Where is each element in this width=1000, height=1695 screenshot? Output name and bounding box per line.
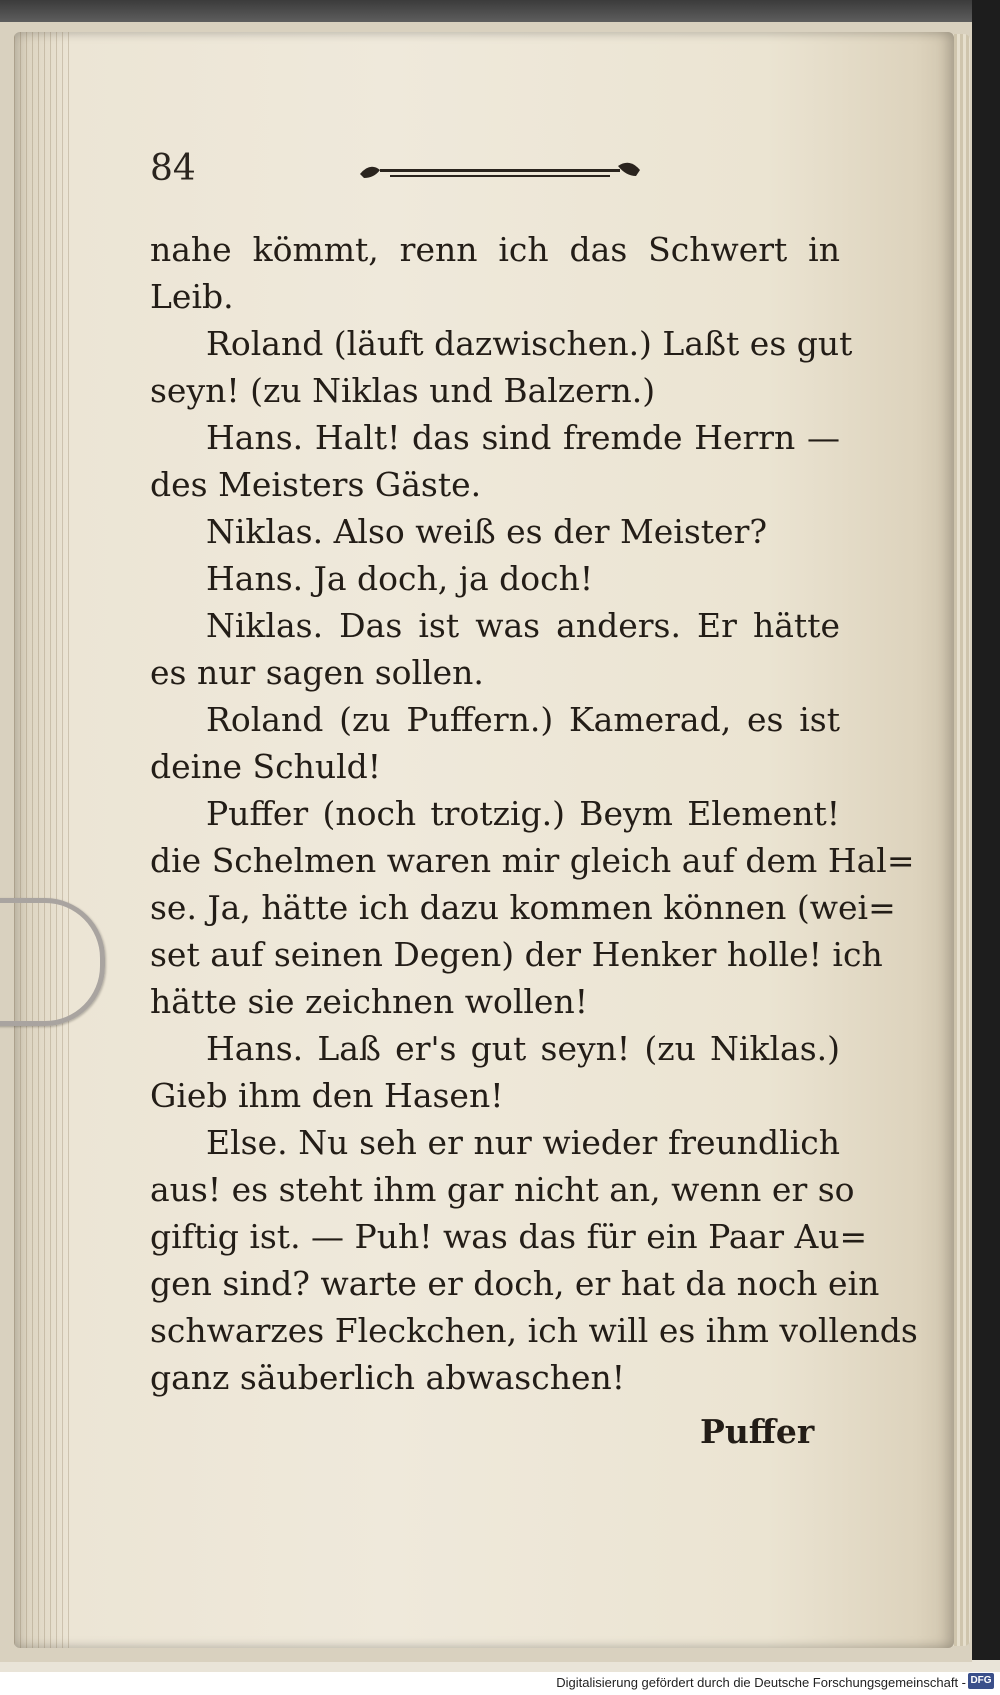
- text-line: aus! es steht ihm gar nicht an, wenn er so: [150, 1170, 855, 1209]
- digitization-credit: Digitalisierung gefördert durch die Deutsche Forschungsgemeinschaft -: [556, 1675, 966, 1690]
- text-line: Niklas. Also weiß es der Meister?: [206, 512, 768, 551]
- text-line: Roland (läuft dazwischen.) Laßt es gut: [206, 324, 853, 363]
- text-line: seyn! (zu Niklas und Balzern.): [150, 371, 656, 410]
- text-line: Roland (zu Puffern.) Kamerad, es ist: [206, 700, 840, 739]
- text-line: Hans. Halt! das sind fremde Herrn —: [206, 418, 840, 457]
- text-line: Leib.: [150, 277, 234, 316]
- page-number: 84: [150, 148, 196, 189]
- text-line: des Meisters Gäste.: [150, 465, 482, 504]
- scanner-edge: [972, 0, 1000, 1660]
- header-ornament: [350, 152, 650, 192]
- dfg-logo: DFG: [968, 1673, 994, 1689]
- text-line: gen sind? warte er doch, er hat da noch ein: [150, 1264, 880, 1303]
- text-line: Gieb ihm den Hasen!: [150, 1076, 504, 1115]
- text-line: giftig ist. — Puh! was das für ein Paar Au=: [150, 1217, 868, 1256]
- catchword: Puffer: [700, 1412, 815, 1451]
- text-line: die Schelmen waren mir gleich auf dem Hal=: [150, 841, 915, 880]
- text-line: se. Ja, hätte ich dazu kommen können (wei=: [150, 888, 896, 927]
- page-text: [150, 226, 918, 1401]
- text-line: Niklas. Das ist was anders. Er hätte: [206, 606, 840, 645]
- text-line: ganz säuberlich abwaschen!: [150, 1358, 625, 1397]
- text-line: es nur sagen sollen.: [150, 653, 484, 692]
- text-line: nahe kömmt, renn ich das Schwert in: [150, 230, 840, 269]
- page-header: [150, 148, 850, 198]
- text-line: hätte sie zeichnen wollen!: [150, 982, 588, 1021]
- text-line: schwarzes Fleckchen, ich will es ihm vollends: [150, 1311, 918, 1350]
- text-line: Hans. Laß er's gut seyn! (zu Niklas.): [206, 1029, 840, 1068]
- text-line: Else. Nu seh er nur wieder freundlich: [206, 1123, 840, 1162]
- text-line: Hans. Ja doch, ja doch!: [206, 559, 594, 598]
- text-line: deine Schuld!: [150, 747, 382, 786]
- left-page-edges: [14, 32, 74, 1648]
- text-line: Puffer (noch trotzig.) Beym Element!: [206, 794, 840, 833]
- text-line: set auf seinen Degen) der Henker holle! ich: [150, 935, 883, 974]
